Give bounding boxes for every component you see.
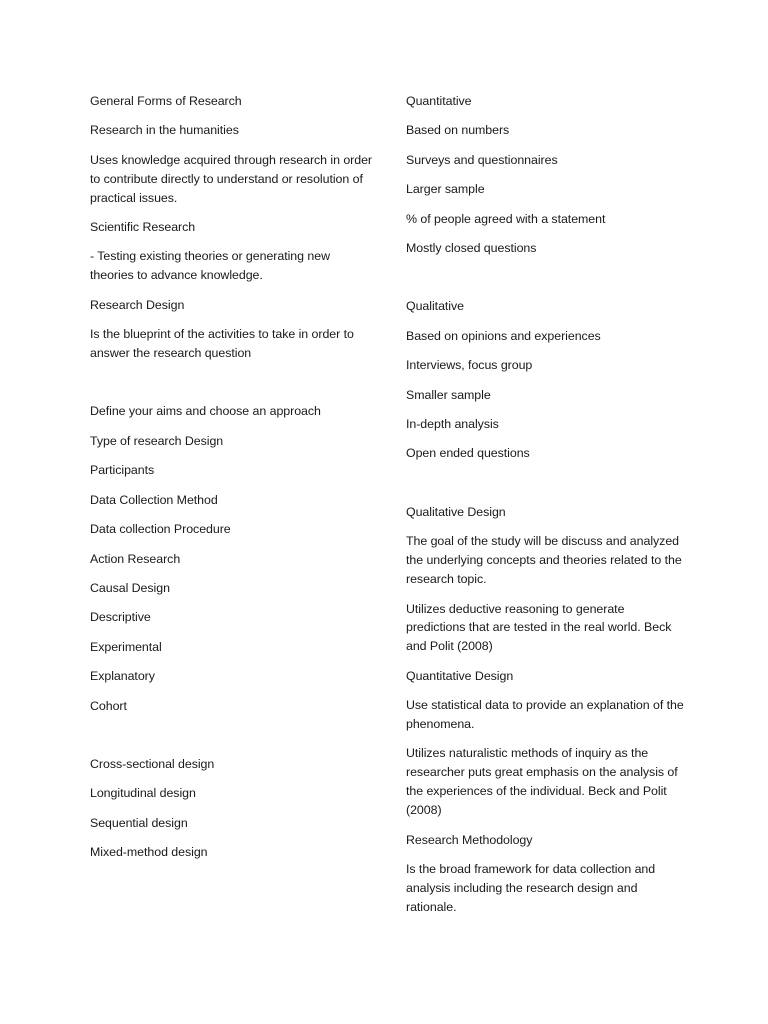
list-item: Action Research [90, 551, 181, 566]
list-item: Cross-sectional design [90, 756, 215, 771]
heading-qualitative-design: Qualitative Design [406, 504, 506, 519]
list-item: Larger sample [406, 182, 485, 197]
list-item: Participants [90, 463, 155, 478]
blank-line [406, 268, 684, 297]
research-methodology-description: Is the broad framework for data collection and analysis including the research design and rationale. [406, 861, 656, 914]
quantitative-design-methods: Utilizes naturalistic methods of inquiry as the researcher puts great emphasis on the analysis of the experiences of the individual. Beck and Polit (2008) [406, 746, 678, 818]
qualitative-design-reasoning: Utilizes deductive reasoning to generate predictions that are tested in the real world. Beck and Polit (2008) [406, 601, 672, 654]
heading-quantitative: Quantitative [406, 94, 472, 108]
heading-research-design: Research Design [90, 297, 185, 312]
scientific-description: - Testing existing theories or generating new theories to advance knowledge. [90, 249, 330, 283]
quantitative-design-description: Use statistical data to provide an explanation of the phenomena. [406, 698, 684, 732]
list-item: Cohort [90, 698, 127, 713]
list-item: Sequential design [90, 815, 188, 830]
heading-qualitative: Qualitative [406, 299, 464, 314]
heading-scientific-research: Scientific Research [90, 220, 196, 235]
heading-quantitative-design: Quantitative Design [406, 668, 514, 683]
list-item: Experimental [90, 639, 162, 654]
humanities-description: Uses knowledge acquired through research in order to contribute directly to understand or resolution of practical issues. [90, 152, 373, 205]
list-item: Based on opinions and experiences [406, 328, 601, 343]
list-item: Causal Design [90, 580, 170, 595]
list-item: % of people agreed with a statement [406, 211, 606, 226]
list-item: Data collection Procedure [90, 522, 231, 537]
list-item: Descriptive [90, 610, 151, 625]
blank-line [90, 373, 375, 402]
list-item: Interviews, focus group [406, 358, 533, 373]
blank-line [90, 726, 375, 755]
left-column [90, 92, 375, 873]
list-item: Surveys and questionnaires [406, 152, 558, 167]
list-item: Smaller sample [406, 387, 491, 402]
list-item: Explanatory [90, 669, 155, 684]
list-item: Data Collection Method [90, 492, 218, 507]
heading-humanities-research: Research in the humanities [90, 123, 239, 138]
list-item: In-depth analysis [406, 417, 499, 432]
heading-general-forms: General Forms of Research [90, 94, 242, 108]
list-item: Open ended questions [406, 446, 530, 461]
qualitative-design-goal: The goal of the study will be discuss and analyzed the underlying concepts and theories related to the research topic. [406, 534, 682, 587]
list-item: Type of research Design [90, 433, 224, 448]
list-item: Mostly closed questions [406, 241, 537, 256]
list-item: Define your aims and choose an approach [90, 404, 321, 419]
list-item: Based on numbers [406, 123, 510, 138]
heading-research-methodology: Research Methodology [406, 832, 533, 847]
blank-line [406, 474, 684, 503]
research-design-description: Is the blueprint of the activities to take in order to answer the research question [90, 327, 354, 361]
list-item: Longitudinal design [90, 786, 196, 801]
list-item: Mixed-method design [90, 845, 208, 860]
right-column [406, 92, 684, 927]
